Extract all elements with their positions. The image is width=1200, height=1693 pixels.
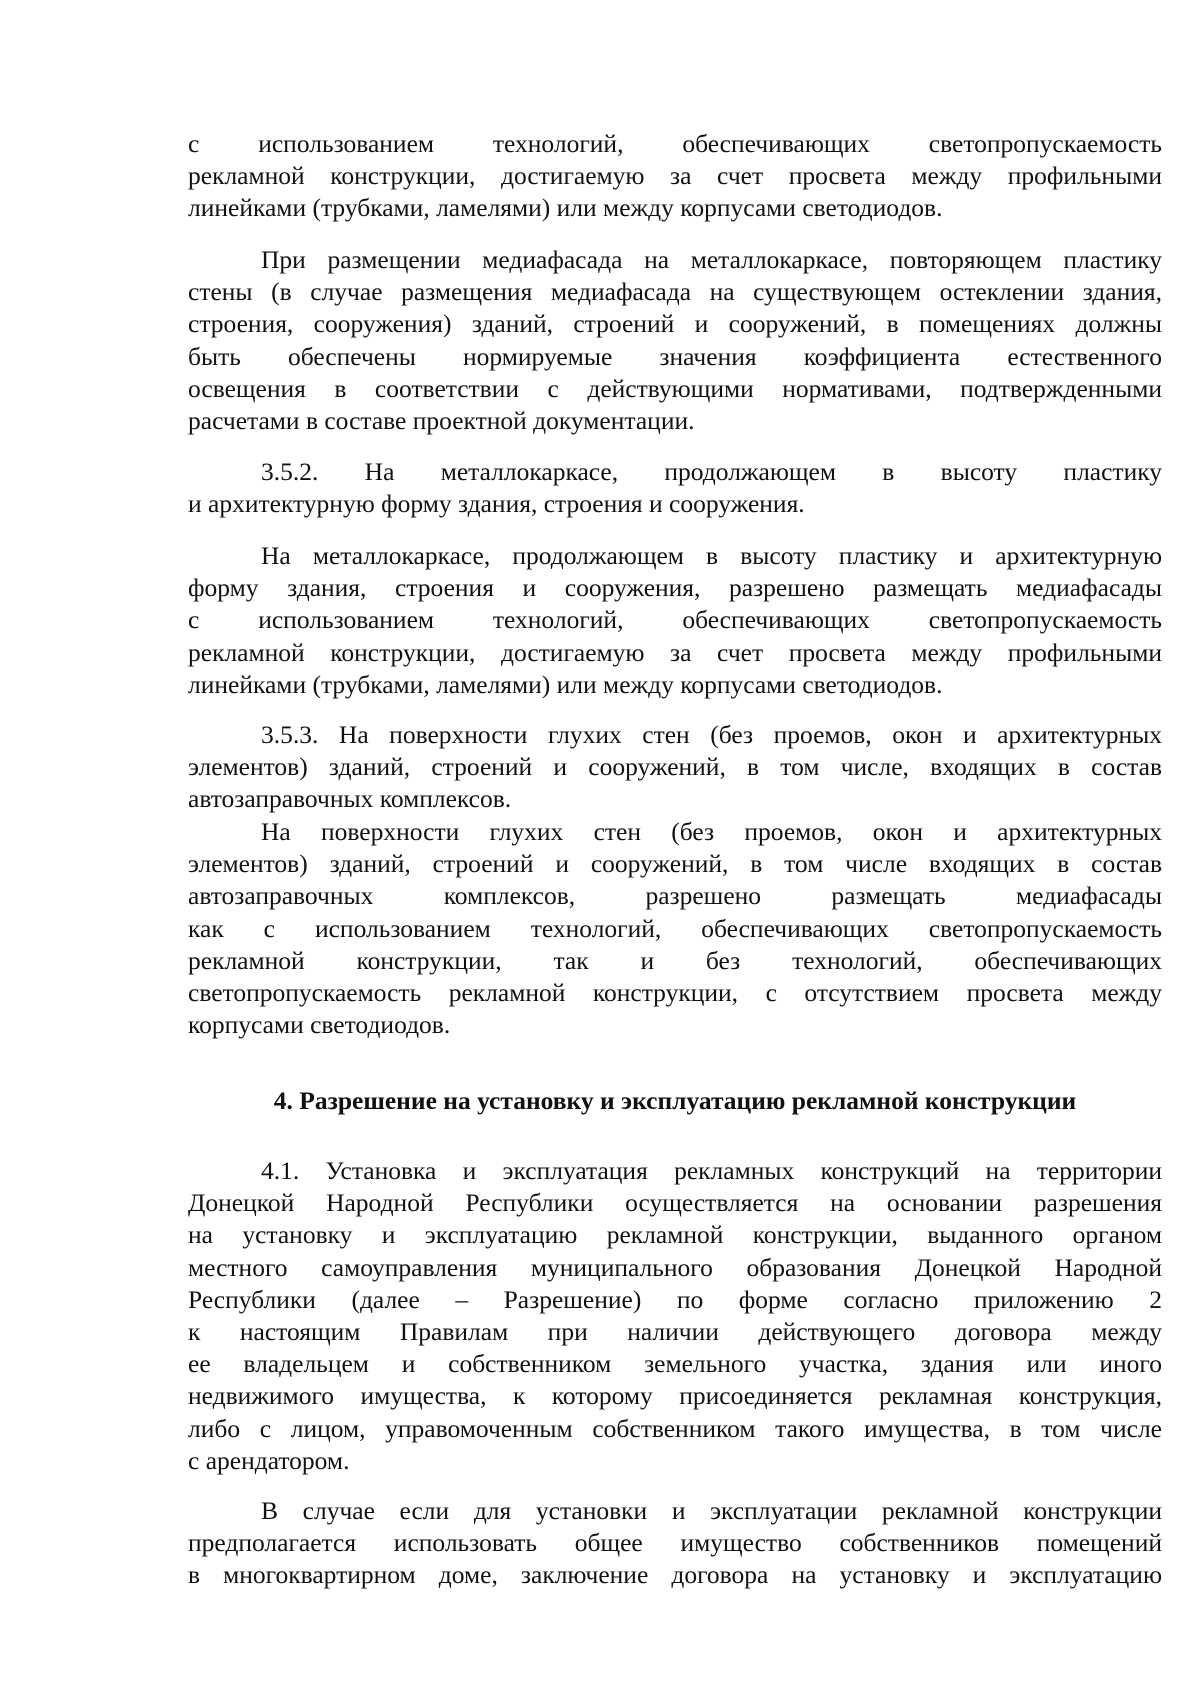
text-line: с использованием технологий, обеспечивающих светопропускаемость <box>188 129 1162 158</box>
paragraph-3-5-3-body <box>188 816 1162 1041</box>
text-line: с арендатором. <box>188 1445 350 1475</box>
paragraph-3-5-2-body <box>188 540 1162 701</box>
text-line: к настоящим Правилам при наличии действующего договора между <box>188 1317 1162 1347</box>
text-line: В случае если для установки и эксплуатации рекламной конструкции <box>261 1496 1162 1525</box>
paragraph-mediafacade-frame <box>188 244 1162 437</box>
text-line: На поверхности глухих стен (без проемов, окон и архитектурных <box>261 817 1162 846</box>
text-line: недвижимого имущества, к которому присоединяется рекламная конструкция, <box>188 1381 1162 1411</box>
text-line: Республики (далее – Разрешение) по форме согласно приложению 2 <box>188 1284 1162 1314</box>
text-line: местного самоуправления муниципального образования Донецкой Народной <box>188 1252 1162 1282</box>
text-line: ее владельцем и собственником земельного участка, здания или иного <box>188 1349 1162 1379</box>
paragraph-continuation <box>188 128 1162 225</box>
section-heading: 4. Разрешение на установку и эксплуатацию рекламной конструкции <box>273 1086 1077 1115</box>
section-4-1 <box>188 1155 1162 1477</box>
text-line: освещения в соответствии с действующими нормативами, подтвержденными <box>188 373 1162 403</box>
text-line: 3.5.2. На металлокаркасе, продолжающем в высоту пластику <box>261 457 1162 486</box>
text-line: либо с лицом, управомоченным собственником такого имущества, в том числе <box>188 1413 1162 1443</box>
section-3-5-3 <box>188 719 1162 816</box>
text-line: Донецкой Народной Республики осуществляется на основании разрешения <box>188 1188 1162 1218</box>
text-line: При размещении медиафасада на металлокаркасе, повторяющем пластику <box>261 245 1162 274</box>
text-line: расчетами в составе проектной документации. <box>188 406 695 436</box>
text-line: линейками (трубками, ламелями) или между корпусами светодиодов. <box>188 193 943 223</box>
text-line: и архитектурную форму здания, строения и сооружения. <box>188 489 805 519</box>
text-line: линейками (трубками, ламелями) или между корпусами светодиодов. <box>188 669 943 699</box>
text-line: строения, сооружения) зданий, строений и сооружений, в помещениях должны <box>188 309 1162 339</box>
text-line: автозаправочных комплексов. <box>188 784 512 814</box>
text-line: элементов) зданий, строений и сооружений, в том числе входящих в состав <box>188 849 1162 879</box>
text-line: с использованием технологий, обеспечивающих светопропускаемость <box>188 605 1162 635</box>
text-line: предполагается использовать общее имущество собственников помещений <box>188 1528 1162 1558</box>
text-line: быть обеспечены нормируемые значения коэффициента естественного <box>188 341 1162 371</box>
text-line: корпусами светодиодов. <box>188 1010 451 1040</box>
text-line: элементов) зданий, строений и сооружений, в том числе, входящих в состав <box>188 752 1162 782</box>
text-line: на установку и эксплуатацию рекламной конструкции, выданного органом <box>188 1220 1162 1250</box>
text-line: стены (в случае размещения медиафасада на существующем остеклении здания, <box>188 277 1162 307</box>
text-line: На металлокаркасе, продолжающем в высоту пластику и архитектурную <box>261 541 1162 570</box>
text-line: как с использованием технологий, обеспечивающих светопропускаемость <box>188 913 1162 943</box>
text-line: рекламной конструкции, достигаемую за счет просвета между профильными <box>188 637 1162 667</box>
section-3-5-2 <box>188 456 1162 520</box>
text-line: рекламной конструкции, так и без технологий, обеспечивающих <box>188 945 1162 975</box>
text-line: автозаправочных комплексов, разрешено размещать медиафасады <box>188 881 1162 911</box>
text-line: в многоквартирном доме, заключение договора на установку и эксплуатацию <box>188 1560 1162 1590</box>
text-line: светопропускаемость рекламной конструкции, с отсутствием просвета между <box>188 978 1162 1008</box>
text-line: 4.1. Установка и эксплуатация рекламных конструкций на территории <box>261 1156 1162 1185</box>
text-line: форму здания, строения и сооружения, разрешено размещать медиафасады <box>188 573 1162 603</box>
text-line: рекламной конструкции, достигаемую за счет просвета между профильными <box>188 161 1162 191</box>
paragraph-common-property <box>188 1495 1162 1592</box>
text-line: 3.5.3. На поверхности глухих стен (без проемов, окон и архитектурных <box>261 720 1162 749</box>
